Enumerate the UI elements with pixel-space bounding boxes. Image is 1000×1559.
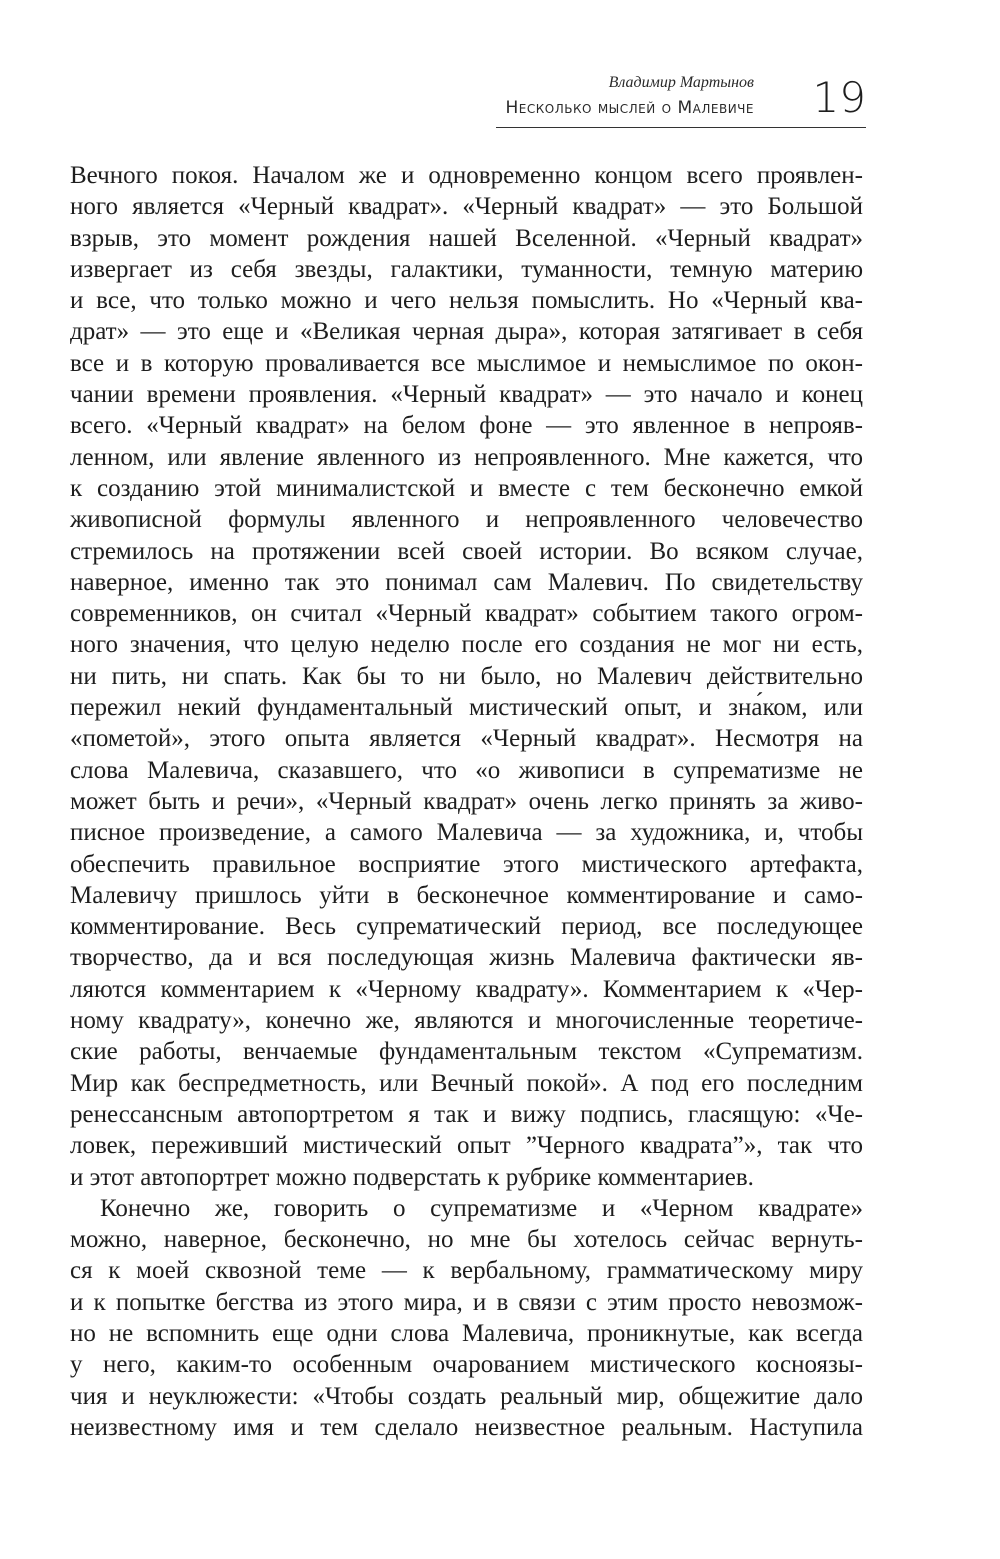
paragraph <box>70 1193 863 1443</box>
text-line: извергает из себя звезды, галактики, туманности, темную материю <box>70 255 863 283</box>
text-line: все и в которую проваливается все мыслимое и немыслимое по окон- <box>70 349 863 377</box>
text-line: живописной формулы явленного и непроявленного человечество <box>70 506 863 534</box>
text-line: ного является «Черный квадрат». «Черный квадрат» — это Большой <box>70 193 863 221</box>
text-line: слова Малевича, сказавшего, что «о живописи в супрематизме не <box>70 756 863 784</box>
page-number: 19 <box>812 73 866 122</box>
paragraph <box>70 160 863 1193</box>
text-line: Вечного покоя. Началом же и одновременно концом всего проявлен- <box>70 162 863 189</box>
text-line: Малевичу пришлось уйти в бесконечное комментирование и само- <box>70 881 863 909</box>
text-line: чия и неуклюжести: «Чтобы создать реальный мир, общежитие дало <box>70 1382 863 1410</box>
text-line: у него, каким-то особенным очарованием мистического косноязы- <box>70 1351 863 1379</box>
text-line: всего. «Черный квадрат» на белом фоне — это явленное в непрояв- <box>70 412 863 440</box>
author-name: Владимир Мартынов <box>608 74 754 91</box>
text-line: драт» — это еще и «Великая черная дыра», которая затягивает в себя <box>70 318 863 346</box>
text-line: и все, что только можно и чего нельзя помыслить. Но «Черный ква- <box>70 287 863 315</box>
text-line: ские работы, венчаемые фундаментальным текстом «Супрематизм. <box>70 1038 863 1066</box>
text-line: обеспечить правильное восприятие этого мистического артефакта, <box>70 850 863 878</box>
text-line: Конечно же, говорить о супрематизме и «Черном квадрате» <box>100 1194 863 1222</box>
text-line: «пометой», этого опыта является «Черный квадрат». Несмотря на <box>70 725 863 753</box>
text-line: Мир как беспредметность, или Вечный покой». А под его последним <box>70 1069 863 1097</box>
text-line: комментирование. Весь супрематический период, все последующее <box>70 913 863 941</box>
text-line: и к попытке бегства из этого мира, и в связи с этим просто невозмож- <box>70 1288 863 1316</box>
text-line: ни пить, ни спать. Как бы то ни было, но Малевич действительно <box>70 662 863 690</box>
text-line: писное произведение, а самого Малевича — за художника, и, чтобы <box>70 819 863 847</box>
text-line: ренессансным автопортретом я так и вижу подпись, гласящую: «Че- <box>70 1100 863 1128</box>
text-line: ному квадрату», конечно же, являются и многочисленные теоретиче- <box>70 1007 863 1035</box>
text-line: ного значения, что целую неделю после его создания не мог ни есть, <box>70 631 863 659</box>
text-line: чании времени проявления. «Черный квадрат» — это начало и конец <box>70 381 863 409</box>
text-line: но не вспомнить еще одни слова Малевича, проникнутые, как всегда <box>70 1319 863 1347</box>
text-line: может быть и речи», «Черный квадрат» очень легко принять за живо- <box>70 787 863 815</box>
text-line: стремилось на протяжении всей своей истории. Во всяком случае, <box>70 537 863 565</box>
text-line: творчество, да и вся последующая жизнь Малевича фактически яв- <box>70 944 863 972</box>
text-line: ловек, переживший мистический опыт ”Черного квадрата”», так что <box>70 1132 863 1160</box>
text-line: и этот автопортрет можно подверстать к рубрике комментариев. <box>70 1163 754 1191</box>
body-text <box>70 160 863 1443</box>
text-line: к созданию этой минималистской и вместе с тем бесконечно емкой <box>70 474 863 502</box>
text-line: пережил некий фундаментальный мистический опыт, и зна́ком, или <box>70 694 863 722</box>
running-head <box>496 72 866 132</box>
text-line: взрыв, это момент рождения нашей Вселенной. «Черный квадрат» <box>70 224 863 252</box>
text-line: ся к моей сквозной теме — к вербальному, грамматическому миру <box>70 1257 863 1285</box>
text-line: современников, он считал «Черный квадрат» событием такого огром- <box>70 600 863 628</box>
essay-title: Несколько мыслей о Малевиче <box>505 98 754 118</box>
text-line: ленном, или явление явленного из непроявленного. Мне кажется, что <box>70 443 863 471</box>
text-line: неизвестному имя и тем сделало неизвестное реальным. Наступила <box>70 1413 863 1441</box>
text-line: ляются комментарием к «Черному квадрату». Комментарием к «Чер- <box>70 975 863 1003</box>
header-rule <box>496 127 866 128</box>
text-line: можно, наверное, бесконечно, но мне бы хотелось сейчас вернуть- <box>70 1226 863 1254</box>
text-line: наверное, именно так это понимал сам Малевич. По свидетельству <box>70 568 863 596</box>
